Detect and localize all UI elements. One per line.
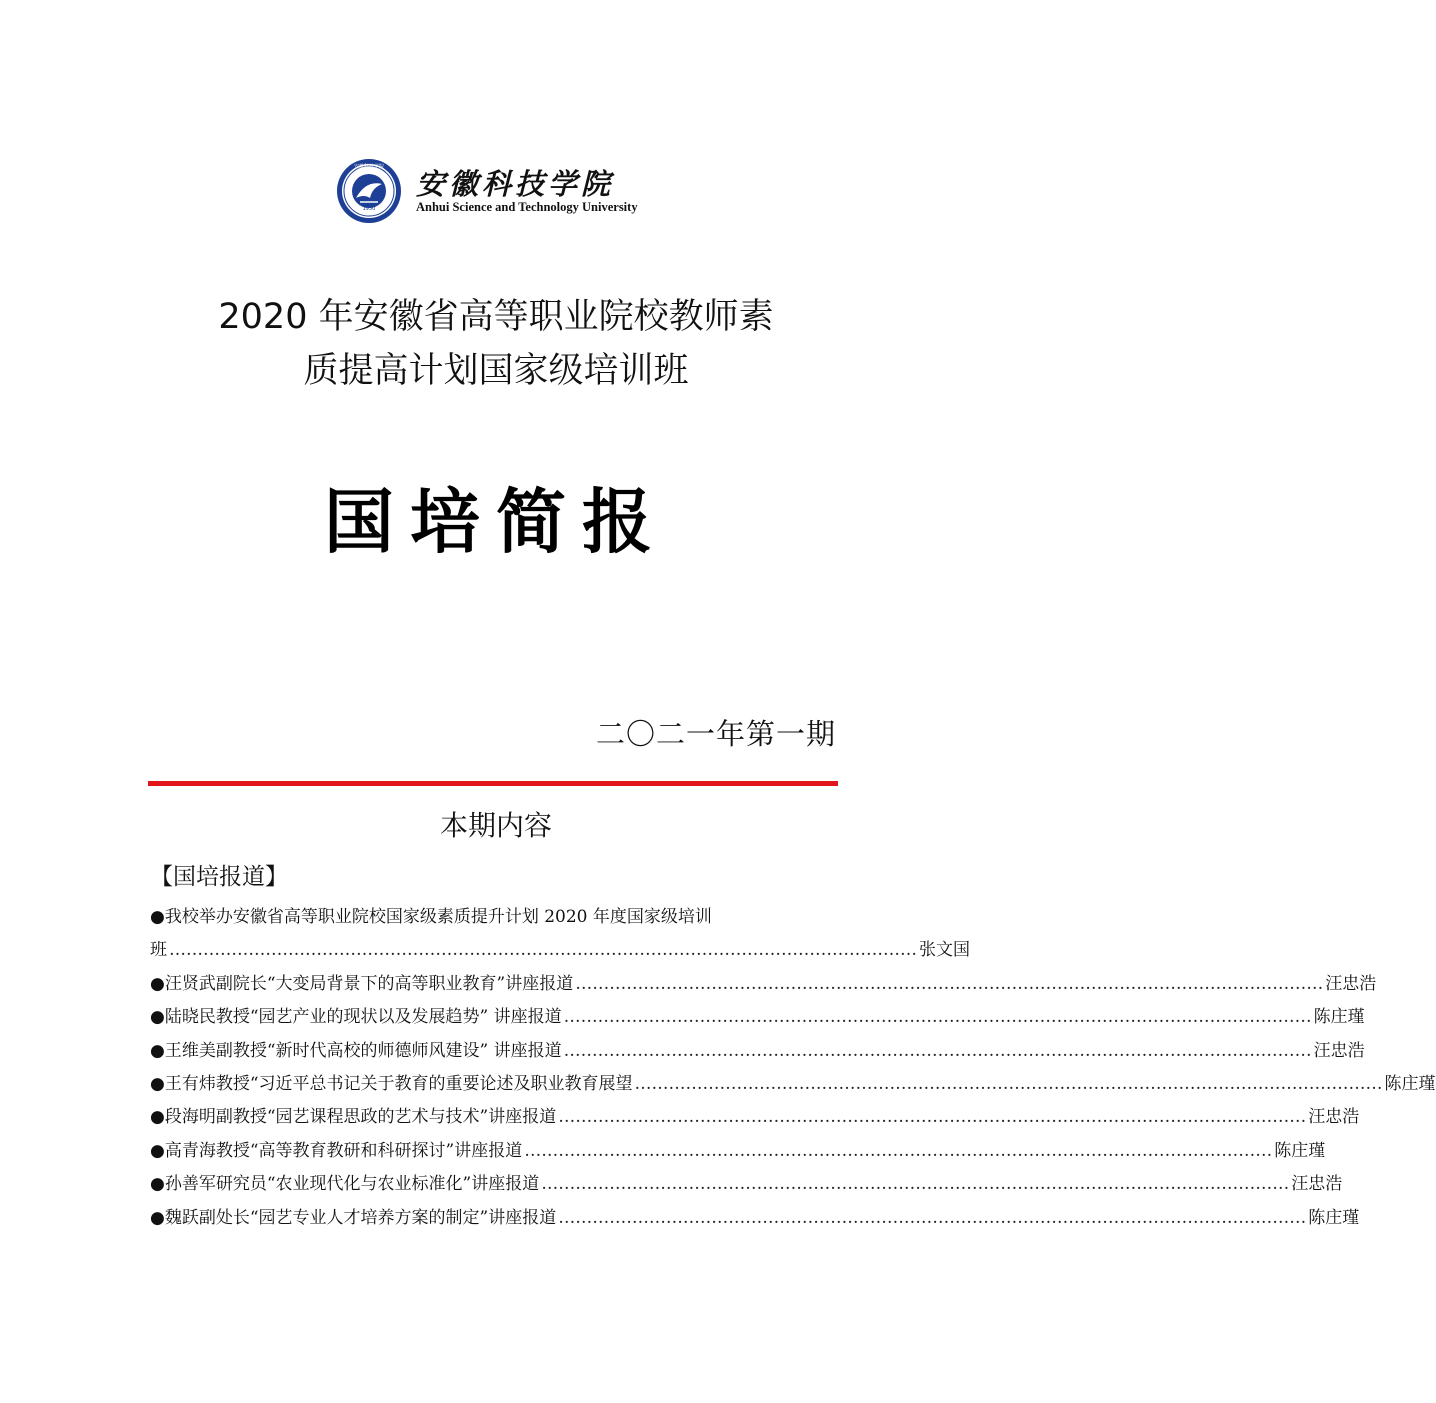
toc-item-author: 汪忠浩: [1325, 973, 1377, 994]
section-heading: 【国培报道】: [150, 864, 288, 890]
toc-item[interactable]: [150, 1202, 1360, 1235]
toc-leader: ……………………………………………………………………………………………………………………: [575, 973, 1324, 994]
toc-leader: ……………………………………………………………………………………………………………………: [558, 1207, 1307, 1228]
toc-leader: ……………………………………………………………………………………………………………………: [169, 940, 917, 961]
toc-item-title: ●王有炜教授“习近平总书记关于教育的重要论述及职业教育展望: [150, 1073, 633, 1094]
toc-item-title: ●王维美副教授“新时代高校的师德师风建设” 讲座报道: [150, 1040, 562, 1061]
toc-item-continued[interactable]: [150, 934, 970, 967]
toc-item-author: 张文国: [919, 940, 970, 961]
toc-leader: ……………………………………………………………………………………………………………………: [541, 1174, 1290, 1195]
toc-item[interactable]: [150, 1001, 1365, 1034]
toc-item[interactable]: [150, 901, 842, 934]
contents-heading: 本期内容: [439, 809, 552, 842]
brief-title: 国培简报: [324, 480, 668, 563]
toc-item-author: 陈庄瑾: [1274, 1140, 1326, 1161]
toc-item-title: ●段海明副教授“园艺课程思政的艺术与技术”讲座报道: [150, 1107, 557, 1128]
toc-item[interactable]: [150, 1068, 1436, 1101]
toc-item-title: ●陆晓民教授“园艺产业的现状以及发展趋势” 讲座报道: [150, 1007, 562, 1028]
toc-leader: ……………………………………………………………………………………………………………………: [558, 1107, 1307, 1128]
university-name-en: Anhui Science and Technology University: [416, 200, 638, 214]
toc-item[interactable]: [150, 1035, 1365, 1068]
emblem-name: 安徽科技学院: [353, 164, 385, 170]
main-title-line-1: 2020 年安徽省高等职业院校教师素: [218, 297, 774, 337]
toc-item-title: ●汪贤武副院长“大变局背景下的高等职业教育”讲座报道: [150, 973, 574, 994]
toc-leader: ……………………………………………………………………………………………………………………: [563, 1040, 1312, 1061]
toc-item-author: 陈庄瑾: [1313, 1007, 1365, 1028]
toc-item-title: ●我校举办安徽省高等职业院校国家级素质提升计划 2020 年度国家级培训: [150, 907, 712, 927]
toc-item-title: 班: [150, 940, 167, 961]
toc-item-author: 陈庄瑾: [1308, 1207, 1360, 1228]
university-name-cn: 安徽科技学院: [416, 167, 615, 201]
toc-item-title: ●孙善军研究员“农业现代化与农业标准化”讲座报道: [150, 1174, 540, 1195]
toc-item[interactable]: [150, 968, 1377, 1001]
main-title-line-2: 质提高计划国家级培训班: [303, 351, 689, 391]
toc-item[interactable]: [150, 1168, 1343, 1201]
emblem-year: 1950: [362, 206, 376, 212]
toc-item-author: 汪忠浩: [1313, 1040, 1365, 1061]
university-emblem-icon: [336, 158, 402, 224]
toc-item-author: 汪忠浩: [1308, 1107, 1360, 1128]
toc-item[interactable]: [150, 1101, 1360, 1134]
toc-item-author: 陈庄瑾: [1384, 1073, 1436, 1094]
red-divider: [148, 781, 838, 786]
toc-leader: ……………………………………………………………………………………………………………………: [563, 1007, 1312, 1028]
toc-leader: ……………………………………………………………………………………………………………………: [634, 1073, 1383, 1094]
issue-number: 二〇二一年第一期: [595, 717, 836, 751]
toc-item[interactable]: [150, 1135, 1326, 1168]
toc-item-title: ●魏跃副处长“园艺专业人才培养方案的制定”讲座报道: [150, 1207, 557, 1228]
toc-item-author: 汪忠浩: [1291, 1174, 1343, 1195]
toc-leader: ……………………………………………………………………………………………………………………: [524, 1140, 1273, 1161]
university-logo: [336, 150, 656, 230]
toc-item-title: ●高青海教授“高等教育教研和科研探讨”讲座报道: [150, 1140, 523, 1161]
table-of-contents: [150, 901, 1436, 1235]
